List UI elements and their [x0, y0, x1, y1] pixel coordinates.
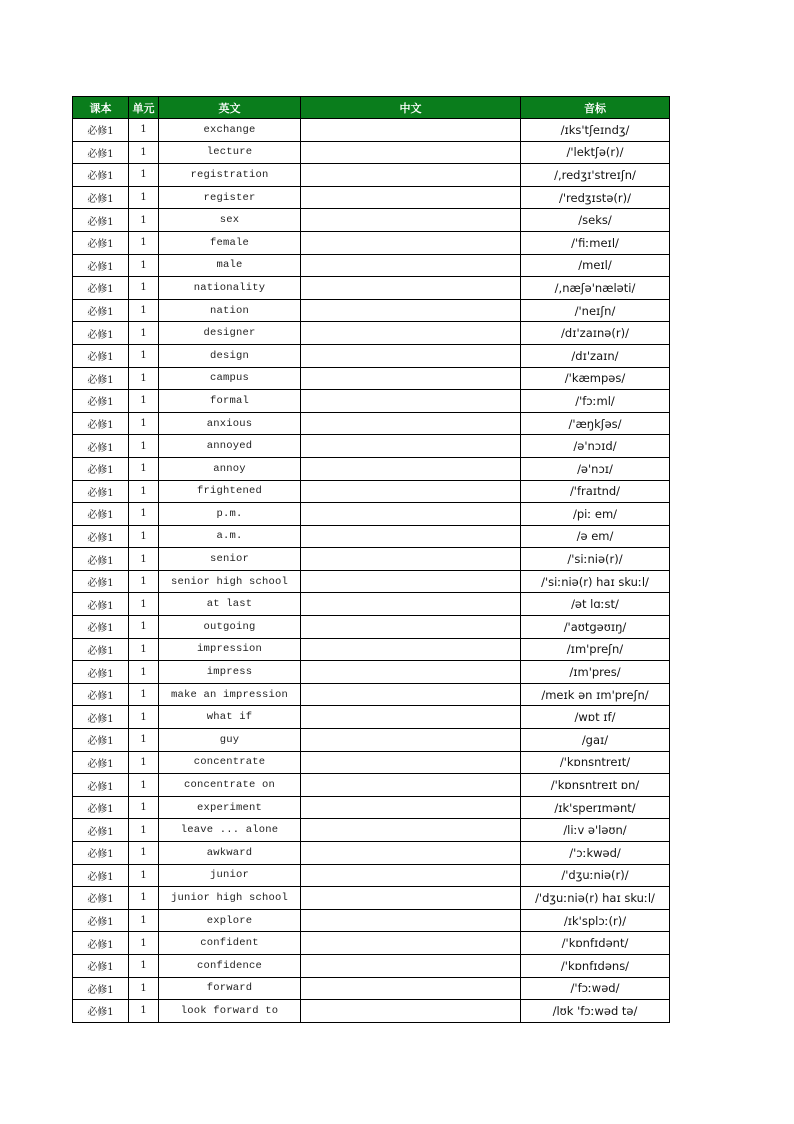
- cell-book: 必修1: [73, 616, 129, 639]
- table-row: [73, 480, 670, 503]
- table-body: [73, 119, 670, 1023]
- cell-english: concentrate on: [159, 774, 301, 797]
- cell-chinese: [301, 819, 521, 842]
- cell-book: 必修1: [73, 548, 129, 571]
- cell-phonetic: /ə em/: [521, 525, 670, 548]
- cell-book: 必修1: [73, 819, 129, 842]
- cell-phonetic: /'ɔːkwəd/: [521, 842, 670, 865]
- table-row: [73, 231, 670, 254]
- cell-chinese: [301, 457, 521, 480]
- cell-english: confidence: [159, 954, 301, 977]
- table-row: [73, 1000, 670, 1023]
- cell-chinese: [301, 141, 521, 164]
- cell-english: leave ... alone: [159, 819, 301, 842]
- cell-book: 必修1: [73, 954, 129, 977]
- cell-unit: 1: [129, 119, 159, 142]
- cell-chinese: [301, 796, 521, 819]
- cell-book: 必修1: [73, 593, 129, 616]
- cell-chinese: [301, 367, 521, 390]
- header-unit: 单元: [129, 97, 159, 119]
- table-row: [73, 503, 670, 526]
- table-row: [73, 164, 670, 187]
- table-row: [73, 412, 670, 435]
- cell-unit: 1: [129, 457, 159, 480]
- cell-unit: 1: [129, 751, 159, 774]
- cell-unit: 1: [129, 932, 159, 955]
- table-row: [73, 661, 670, 684]
- cell-phonetic: /'fiːmeɪl/: [521, 231, 670, 254]
- cell-unit: 1: [129, 186, 159, 209]
- cell-chinese: [301, 864, 521, 887]
- cell-unit: 1: [129, 977, 159, 1000]
- cell-unit: 1: [129, 164, 159, 187]
- cell-chinese: [301, 390, 521, 413]
- cell-phonetic: /piː em/: [521, 503, 670, 526]
- cell-phonetic: /'redʒɪstə(r)/: [521, 186, 670, 209]
- cell-book: 必修1: [73, 277, 129, 300]
- cell-phonetic: /dɪ'zaɪnə(r)/: [521, 322, 670, 345]
- cell-unit: 1: [129, 661, 159, 684]
- cell-unit: 1: [129, 480, 159, 503]
- cell-chinese: [301, 254, 521, 277]
- cell-chinese: [301, 977, 521, 1000]
- table-row: [73, 774, 670, 797]
- cell-chinese: [301, 1000, 521, 1023]
- cell-phonetic: /wɒt ɪf/: [521, 706, 670, 729]
- cell-chinese: [301, 954, 521, 977]
- cell-english: guy: [159, 729, 301, 752]
- table-header: [73, 97, 670, 119]
- cell-phonetic: /'kɒnfɪdəns/: [521, 954, 670, 977]
- cell-unit: 1: [129, 435, 159, 458]
- cell-chinese: [301, 842, 521, 865]
- cell-chinese: [301, 887, 521, 910]
- cell-unit: 1: [129, 277, 159, 300]
- cell-phonetic: /ɪm'preʃn/: [521, 638, 670, 661]
- cell-chinese: [301, 729, 521, 752]
- cell-phonetic: /,næʃə'næləti/: [521, 277, 670, 300]
- cell-book: 必修1: [73, 390, 129, 413]
- cell-unit: 1: [129, 503, 159, 526]
- cell-book: 必修1: [73, 706, 129, 729]
- table-row: [73, 842, 670, 865]
- cell-chinese: [301, 119, 521, 142]
- cell-english: design: [159, 344, 301, 367]
- cell-phonetic: /ɪm'pres/: [521, 661, 670, 684]
- cell-english: at last: [159, 593, 301, 616]
- table-row: [73, 796, 670, 819]
- cell-book: 必修1: [73, 774, 129, 797]
- cell-english: confident: [159, 932, 301, 955]
- cell-book: 必修1: [73, 141, 129, 164]
- cell-chinese: [301, 344, 521, 367]
- cell-chinese: [301, 480, 521, 503]
- cell-unit: 1: [129, 209, 159, 232]
- cell-english: experiment: [159, 796, 301, 819]
- cell-chinese: [301, 751, 521, 774]
- cell-unit: 1: [129, 593, 159, 616]
- header-phonetic: 音标: [521, 97, 670, 119]
- cell-phonetic: /'kɒnsntreɪt/: [521, 751, 670, 774]
- cell-chinese: [301, 322, 521, 345]
- cell-unit: 1: [129, 729, 159, 752]
- cell-phonetic: /'aʊtgəʊɪŋ/: [521, 616, 670, 639]
- cell-chinese: [301, 616, 521, 639]
- cell-book: 必修1: [73, 751, 129, 774]
- cell-phonetic: /'kɒnfɪdənt/: [521, 932, 670, 955]
- table-row: [73, 706, 670, 729]
- cell-english: look forward to: [159, 1000, 301, 1023]
- cell-phonetic: /ə'nɔɪ/: [521, 457, 670, 480]
- cell-chinese: [301, 299, 521, 322]
- cell-chinese: [301, 231, 521, 254]
- cell-unit: 1: [129, 322, 159, 345]
- table-row: [73, 322, 670, 345]
- cell-english: senior: [159, 548, 301, 571]
- table-row: [73, 209, 670, 232]
- cell-english: make an impression: [159, 683, 301, 706]
- cell-phonetic: /'fraɪtnd/: [521, 480, 670, 503]
- cell-unit: 1: [129, 706, 159, 729]
- cell-phonetic: /'kɒnsntreɪt ɒn/: [521, 774, 670, 797]
- cell-english: nation: [159, 299, 301, 322]
- cell-unit: 1: [129, 412, 159, 435]
- table-row: [73, 977, 670, 1000]
- cell-phonetic: /meɪk ən ɪm'preʃn/: [521, 683, 670, 706]
- cell-english: awkward: [159, 842, 301, 865]
- cell-book: 必修1: [73, 322, 129, 345]
- cell-phonetic: /ət lɑːst/: [521, 593, 670, 616]
- table-row: [73, 344, 670, 367]
- cell-phonetic: /ə'nɔɪd/: [521, 435, 670, 458]
- cell-phonetic: /,redʒɪ'streɪʃn/: [521, 164, 670, 187]
- cell-unit: 1: [129, 141, 159, 164]
- cell-english: what if: [159, 706, 301, 729]
- cell-english: campus: [159, 367, 301, 390]
- cell-unit: 1: [129, 683, 159, 706]
- cell-unit: 1: [129, 367, 159, 390]
- cell-phonetic: /gaɪ/: [521, 729, 670, 752]
- header-english: 英文: [159, 97, 301, 119]
- cell-unit: 1: [129, 1000, 159, 1023]
- cell-chinese: [301, 932, 521, 955]
- cell-unit: 1: [129, 231, 159, 254]
- table-row: [73, 299, 670, 322]
- table-row: [73, 683, 670, 706]
- cell-english: senior high school: [159, 570, 301, 593]
- cell-chinese: [301, 909, 521, 932]
- table-row: [73, 638, 670, 661]
- cell-phonetic: /'dʒuːniə(r) haɪ skuːl/: [521, 887, 670, 910]
- cell-chinese: [301, 503, 521, 526]
- cell-phonetic: /'kæmpəs/: [521, 367, 670, 390]
- cell-unit: 1: [129, 774, 159, 797]
- table-row: [73, 819, 670, 842]
- cell-book: 必修1: [73, 231, 129, 254]
- cell-chinese: [301, 570, 521, 593]
- cell-english: designer: [159, 322, 301, 345]
- cell-unit: 1: [129, 616, 159, 639]
- cell-book: 必修1: [73, 887, 129, 910]
- cell-english: junior: [159, 864, 301, 887]
- cell-book: 必修1: [73, 435, 129, 458]
- cell-english: register: [159, 186, 301, 209]
- cell-english: forward: [159, 977, 301, 1000]
- cell-book: 必修1: [73, 503, 129, 526]
- cell-phonetic: /'siːniə(r) haɪ skuːl/: [521, 570, 670, 593]
- cell-book: 必修1: [73, 412, 129, 435]
- cell-english: p.m.: [159, 503, 301, 526]
- cell-english: lecture: [159, 141, 301, 164]
- cell-book: 必修1: [73, 457, 129, 480]
- cell-english: anxious: [159, 412, 301, 435]
- cell-english: explore: [159, 909, 301, 932]
- cell-unit: 1: [129, 638, 159, 661]
- cell-english: formal: [159, 390, 301, 413]
- table-row: [73, 616, 670, 639]
- cell-unit: 1: [129, 390, 159, 413]
- table-row: [73, 254, 670, 277]
- cell-book: 必修1: [73, 661, 129, 684]
- cell-english: outgoing: [159, 616, 301, 639]
- cell-chinese: [301, 706, 521, 729]
- table-row: [73, 141, 670, 164]
- cell-phonetic: /seks/: [521, 209, 670, 232]
- cell-chinese: [301, 661, 521, 684]
- cell-unit: 1: [129, 887, 159, 910]
- cell-book: 必修1: [73, 729, 129, 752]
- cell-english: a.m.: [159, 525, 301, 548]
- cell-book: 必修1: [73, 570, 129, 593]
- table-row: [73, 864, 670, 887]
- table-row: [73, 909, 670, 932]
- cell-chinese: [301, 638, 521, 661]
- cell-chinese: [301, 277, 521, 300]
- cell-chinese: [301, 548, 521, 571]
- cell-english: frightened: [159, 480, 301, 503]
- table-row: [73, 457, 670, 480]
- cell-phonetic: /'neɪʃn/: [521, 299, 670, 322]
- cell-english: registration: [159, 164, 301, 187]
- cell-unit: 1: [129, 864, 159, 887]
- cell-unit: 1: [129, 525, 159, 548]
- cell-phonetic: /liːv ə'ləʊn/: [521, 819, 670, 842]
- cell-book: 必修1: [73, 525, 129, 548]
- cell-book: 必修1: [73, 683, 129, 706]
- cell-english: sex: [159, 209, 301, 232]
- cell-chinese: [301, 209, 521, 232]
- cell-book: 必修1: [73, 164, 129, 187]
- cell-phonetic: /'lektʃə(r)/: [521, 141, 670, 164]
- cell-unit: 1: [129, 299, 159, 322]
- cell-book: 必修1: [73, 367, 129, 390]
- cell-unit: 1: [129, 819, 159, 842]
- table-row: [73, 954, 670, 977]
- cell-chinese: [301, 774, 521, 797]
- cell-book: 必修1: [73, 254, 129, 277]
- cell-book: 必修1: [73, 186, 129, 209]
- cell-phonetic: /dɪ'zaɪn/: [521, 344, 670, 367]
- vocabulary-table: [72, 96, 670, 1023]
- cell-book: 必修1: [73, 1000, 129, 1023]
- cell-english: impression: [159, 638, 301, 661]
- table-row: [73, 186, 670, 209]
- cell-phonetic: /'fɔːml/: [521, 390, 670, 413]
- cell-unit: 1: [129, 842, 159, 865]
- table-row: [73, 119, 670, 142]
- cell-phonetic: /'æŋkʃəs/: [521, 412, 670, 435]
- cell-chinese: [301, 525, 521, 548]
- cell-unit: 1: [129, 570, 159, 593]
- cell-unit: 1: [129, 954, 159, 977]
- cell-phonetic: /ɪk'sperɪmənt/: [521, 796, 670, 819]
- cell-book: 必修1: [73, 977, 129, 1000]
- cell-english: concentrate: [159, 751, 301, 774]
- table-row: [73, 887, 670, 910]
- cell-phonetic: /'siːniə(r)/: [521, 548, 670, 571]
- cell-book: 必修1: [73, 119, 129, 142]
- cell-english: male: [159, 254, 301, 277]
- cell-phonetic: /'fɔːwəd/: [521, 977, 670, 1000]
- cell-english: impress: [159, 661, 301, 684]
- header-book: 课本: [73, 97, 129, 119]
- cell-phonetic: /ɪk'splɔː(r)/: [521, 909, 670, 932]
- cell-book: 必修1: [73, 209, 129, 232]
- cell-english: annoy: [159, 457, 301, 480]
- cell-book: 必修1: [73, 842, 129, 865]
- cell-book: 必修1: [73, 864, 129, 887]
- cell-phonetic: /ɪks'tʃeɪndʒ/: [521, 119, 670, 142]
- cell-book: 必修1: [73, 909, 129, 932]
- cell-chinese: [301, 593, 521, 616]
- table-row: [73, 525, 670, 548]
- table-row: [73, 390, 670, 413]
- table-row: [73, 548, 670, 571]
- cell-book: 必修1: [73, 796, 129, 819]
- cell-chinese: [301, 164, 521, 187]
- cell-english: female: [159, 231, 301, 254]
- table-row: [73, 570, 670, 593]
- cell-unit: 1: [129, 548, 159, 571]
- table-row: [73, 729, 670, 752]
- cell-unit: 1: [129, 344, 159, 367]
- cell-phonetic: /'dʒuːniə(r)/: [521, 864, 670, 887]
- cell-book: 必修1: [73, 480, 129, 503]
- table-row: [73, 277, 670, 300]
- cell-book: 必修1: [73, 344, 129, 367]
- table-row: [73, 932, 670, 955]
- cell-phonetic: /meɪl/: [521, 254, 670, 277]
- header-chinese: 中文: [301, 97, 521, 119]
- cell-chinese: [301, 412, 521, 435]
- cell-book: 必修1: [73, 638, 129, 661]
- table-row: [73, 435, 670, 458]
- cell-chinese: [301, 683, 521, 706]
- table-row: [73, 367, 670, 390]
- cell-english: junior high school: [159, 887, 301, 910]
- table-row: [73, 593, 670, 616]
- cell-unit: 1: [129, 796, 159, 819]
- cell-unit: 1: [129, 909, 159, 932]
- cell-english: annoyed: [159, 435, 301, 458]
- cell-english: exchange: [159, 119, 301, 142]
- cell-chinese: [301, 435, 521, 458]
- cell-english: nationality: [159, 277, 301, 300]
- cell-chinese: [301, 186, 521, 209]
- table-row: [73, 751, 670, 774]
- cell-book: 必修1: [73, 299, 129, 322]
- cell-phonetic: /lʊk 'fɔːwəd tə/: [521, 1000, 670, 1023]
- cell-unit: 1: [129, 254, 159, 277]
- cell-book: 必修1: [73, 932, 129, 955]
- header-row: [73, 97, 670, 119]
